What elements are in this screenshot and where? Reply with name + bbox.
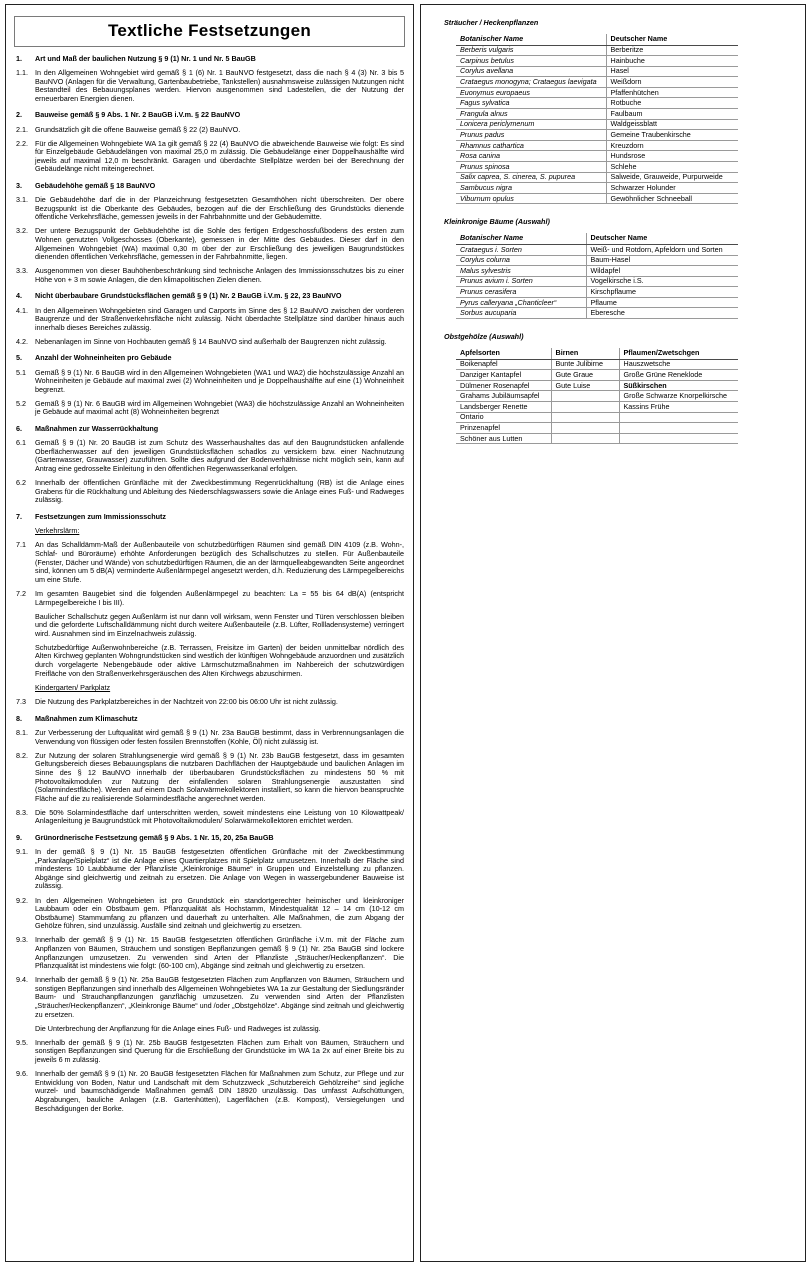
- table-cell: Dülmener Rosenapfel: [456, 380, 551, 391]
- table-cell: Gute Graue: [551, 370, 619, 381]
- numbered-clause: [16, 400, 404, 417]
- table-header-row: [456, 34, 738, 45]
- clause-number: 9.5.: [16, 1037, 28, 1047]
- table-cell: Danziger Kantapfel: [456, 370, 551, 381]
- clause-number: 6.: [16, 424, 22, 433]
- clause-number: 2.: [16, 110, 22, 120]
- numbered-clause: [16, 338, 404, 347]
- section-heading: [16, 715, 404, 724]
- numbered-clause: [16, 479, 404, 505]
- table-cell: [619, 423, 738, 434]
- table-row: [456, 266, 738, 277]
- table-cell: Boikenapfel: [456, 359, 551, 370]
- table-row: [456, 77, 738, 88]
- clause-text: Der untere Bezugspunkt der Gebäudehöhe ist die Sohle des fertigen Erdgeschossfußbodens des ersten zum Wohnen genutzten Vollgeschosses (Oberkante), gemessen in der Mitte des Gebäudes. Dieser darf in den Allgemeinen Wohngebiet (WA) maximal 0,30 m über der zur Erschließung des jeweiligen Baugrundstückes dienenden öffentlichen Verkehrsfläche, gemessen in der Fahrbahnmitte, liegen.: [35, 226, 404, 262]
- clause-number: 9.2.: [16, 895, 28, 905]
- table-cell: [551, 423, 619, 434]
- table-row: [456, 297, 738, 308]
- clause-number: 7.1: [16, 540, 26, 550]
- numbered-clause: [16, 1070, 404, 1113]
- clause-number: 5.1: [16, 367, 26, 377]
- plant-table: [456, 233, 738, 319]
- table-cell: Carpinus betulus: [456, 56, 606, 67]
- clause-text: In der gemäß § 9 (1) Nr. 15 BauGB festgesetzten öffentlichen Grünfläche mit der Zweckbestimmung „Parkanlage/Spielplatz“ ist die Anlage eines Quartierplatzes mit Spielplatz umzusetzen. Innerhalb der Fläche sind mindestens 10 Laubbäume der Pflanzliste „Kleinkronige Bäume“ in Gruppen und Einzelstellung zu pflanzen. Abgänge sind gleichwertig und zeitnah zu ersetzen. Die Anlage von Wegen in wassergebundener Bauweise ist zulässig.: [35, 847, 404, 891]
- section-heading: [16, 354, 404, 363]
- clause-text: Nicht überbaubare Grundstücksflächen gemäß § 9 (1) Nr. 2 BauGB i.V.m. § 22, 23 BauNVO: [35, 291, 342, 301]
- table-row: [456, 162, 738, 173]
- table-cell: Kirschpflaume: [586, 287, 738, 298]
- table-cell: Prunus spinosa: [456, 162, 606, 173]
- table-cell: Crataegus monogyna; Crataegus laevigata: [456, 77, 606, 88]
- table-cell: Waldgeissblatt: [606, 119, 738, 130]
- clause-text: Zur Verbesserung der Luftqualität wird gemäß § 9 (1) Nr. 23a BauGB bestimmt, dass in Verbrennungsanlagen die Verwendung von flüssigen oder festen fossilen Brennstoffen (Kohle, Öl) nicht zulässig ist.: [35, 728, 404, 746]
- table-cell: Baum-Hasel: [586, 255, 738, 266]
- clause-number: 2.2.: [16, 138, 28, 148]
- table-cell: Kreuzdorn: [606, 140, 738, 151]
- table-cell: Hasel: [606, 66, 738, 77]
- table-row: [456, 276, 738, 287]
- table-cell: Pyrus calleryana „Chanticleer“: [456, 297, 586, 308]
- clause-text: Innerhalb der gemäß § 9 (1) Nr. 15 BauGB festgesetzten öffentlichen Grünfläche i.V.m. mit der Fläche zum Anpflanzen von Bäumen, Sträuchern und sonstigen Bepflanzungen gemäß § 9 (1) Nr. 25a BauGB sind lockere Anpflanzungen umzusetzen. Zu verwenden sind Arten der Pflanzliste „Sträucher/Heckenpflanzen“. Die Pflanzqualität ist mindestens wie folgt: (60-100 cm), Abgänge sind zeitnah und gleichwertig zu ersetzen.: [35, 935, 404, 971]
- table-cell: Kassins Frühe: [619, 401, 738, 412]
- clause-number: 9.6.: [16, 1069, 28, 1079]
- clause-text: Bauweise gemäß § 9 Abs. 1 Nr. 2 BauGB i.V.m. § 22 BauNVO: [35, 110, 241, 120]
- section-heading: [16, 425, 404, 434]
- clause-text: Anzahl der Wohneinheiten pro Gebäude: [35, 353, 172, 363]
- table-row: [456, 308, 738, 319]
- section-heading: [16, 834, 404, 843]
- table-cell: Crataegus i. Sorten: [456, 244, 586, 255]
- table-cell: Weißdorn: [606, 77, 738, 88]
- table-cell: [551, 433, 619, 444]
- numbered-clause: [16, 976, 404, 1019]
- table-row: [456, 87, 738, 98]
- column-header: Botanischer Name: [456, 34, 606, 45]
- numbered-clause: [16, 69, 404, 103]
- clause-text: Ausgenommen von dieser Bauhöhenbeschränkung sind technische Anlagen des Immissionsschutzes bis zu einer Höhe von + 3 m sowie Anlagen, die den klimapolitischen Zielen dienen.: [35, 266, 404, 284]
- table-cell: Gewöhnlicher Schneeball: [606, 193, 738, 204]
- table-cell: Schöner aus Lutten: [456, 433, 551, 444]
- clause-number: 4.: [16, 291, 22, 301]
- table-row: [456, 130, 738, 141]
- table-cell: Fagus sylvatica: [456, 98, 606, 109]
- numbered-clause: [16, 729, 404, 746]
- clause-text: In den Allgemeinen Wohngebieten sind Garagen und Carports im Sinne des § 12 BauNVO zwischen der vorderen Baugrenze und der Straßenverkehrsfläche nicht zulässig. Nicht überdachte Stellplätze sind darüber hinaus auch innerhalb dieses Bereiches zulässig.: [35, 305, 404, 332]
- table-cell: Schlehe: [606, 162, 738, 173]
- table-row: [456, 119, 738, 130]
- table-cell: Landsberger Renette: [456, 401, 551, 412]
- table-row: [456, 140, 738, 151]
- clause-number: 8.2.: [16, 750, 28, 760]
- table-cell: Salix caprea, S. cinerea, S. pupurea: [456, 172, 606, 183]
- table-header-row: [456, 348, 738, 359]
- table-title: Sträucher / Heckenpflanzen: [444, 18, 539, 27]
- table-cell: Frangula alnus: [456, 109, 606, 120]
- table-row: [456, 193, 738, 204]
- table-cell: Sambucus nigra: [456, 183, 606, 194]
- plant-table: [456, 34, 738, 204]
- numbered-clause: [16, 848, 404, 891]
- clause-number: 9.3.: [16, 935, 28, 945]
- table-cell: Salweide, Grauweide, Purpurweide: [606, 172, 738, 183]
- clause-text: Gemäß § 9 (1) Nr. 20 BauGB ist zum Schutz des Wasserhaushaltes das auf den Baugrundstücken anfallende Oberflächenwasser auf den jeweiligen Grundstücksflächen schadlos zu versickern bzw. einer Nachnutzung (Gartenwasser, Grauwasser) zuzuführen. Sollte dies aufgrund der Bodenverhältnisse nicht möglich sein, kann auf Antrag eine gedrosselte Einleitung in den öffentlichen Regenwasserkanal erfolgen.: [35, 438, 404, 473]
- clause-text: Gemäß § 9 (1) Nr. 6 BauGB wird in den Allgemeinen Wohngebieten (WA1 und WA2) die höchstzulässige Anzahl an Wohneinheiten je Gebäude auf maximal zwei (2) Wohneinheiten und je Doppelhaushälfte auf eine (1) Wohneinheit begrenzt.: [35, 367, 404, 394]
- numbered-clause: [16, 439, 404, 473]
- clause-number: 3.3.: [16, 266, 28, 276]
- table-cell: Schwarzer Holunder: [606, 183, 738, 194]
- table-cell: Prunus cerasifera: [456, 287, 586, 298]
- clause-number: 9.4.: [16, 975, 28, 985]
- table-row: [456, 45, 738, 56]
- clause-number: 8.3.: [16, 807, 28, 817]
- table-row: [456, 370, 738, 381]
- table-row: [456, 66, 738, 77]
- clause-number: 8.1.: [16, 728, 28, 738]
- section-heading: [16, 111, 404, 120]
- table-cell: [551, 401, 619, 412]
- clause-number: 7.2: [16, 588, 26, 598]
- table-row: [456, 380, 738, 391]
- clause-number: 3.2.: [16, 226, 28, 236]
- numbered-clause: [16, 1039, 404, 1065]
- column-header: Deutscher Name: [606, 34, 738, 45]
- clause-text: Die 50% Solarmindestfläche darf unterschritten werden, soweit mindestens eine Leistung von 10 Kilowattpeak/ Anlagenleitung je Baugrundstück mit Photovoltaikmodulen/ Solarwärmekollektoren errichtet werden.: [35, 807, 404, 826]
- table-row: [456, 151, 738, 162]
- clause-number: 1.: [16, 54, 22, 63]
- clause-number: 4.1.: [16, 305, 28, 315]
- page-1-content: [16, 55, 404, 1113]
- table-row: [456, 183, 738, 194]
- table-cell: Prinzenapfel: [456, 423, 551, 434]
- clause-text: Im gesamten Baugebiet sind die folgenden Außenlärmpegel zu beachten: La = 55 bis 64 dB(A) (entspricht Lärmpegelbereiche I bis III).: [35, 588, 404, 607]
- table-row: [456, 255, 738, 266]
- clause-text: Innerhalb der gemäß § 9 (1) Nr. 20 BauGB festgesetzten Flächen für Maßnahmen zum Schutz, zur Pflege und zur Entwicklung von Boden, Natur und Landschaft mit dem Schutzzweck „Schutzbereich Gehölzreihe“ sind jegliche wurzel- und baumschädigende Maßnahmen gemäß DIN 18920 unzulässig. Das umfasst Aufschüttungen, Abgrabungen, bauliche Anlagen (z.B. Gartenhütten), Lagerflächen (z.B. Kompost), Versiegelungen und Beschädigungen der Borke.: [35, 1069, 404, 1113]
- clause-number: 7.: [16, 511, 22, 521]
- numbered-clause: [16, 936, 404, 970]
- table-cell: [619, 433, 738, 444]
- numbered-clause: [16, 752, 404, 804]
- table-cell: Hundsrose: [606, 151, 738, 162]
- clause-number: 9.1.: [16, 847, 28, 857]
- numbered-clause: [16, 590, 404, 607]
- table-row: [456, 109, 738, 120]
- table-cell: Ontario: [456, 412, 551, 423]
- table-cell: Viburnum opulus: [456, 193, 606, 204]
- clause-text: Innerhalb der gemäß § 9 (1) Nr. 25a BauGB festgesetzten Flächen zum Anpflanzen von Bäumen, Sträuchern und sonstigen Bepflanzungen sind innerhalb des Allgemeinen Wohngebietes WA 1a zur Gestaltung der Siedlungsränder Baum- und Strauchanpflanzungen ganzflächig umzusetzen. Zu verwenden sind Arten der Pflanzlisten „Sträucher/Heckenpflanzen“, „Kleinkronige Bäume“ und /oder „Obstgehölze“. Abgänge sind zeitnah und gleichwertig zu ersetzen.: [35, 975, 404, 1019]
- clause-text: Gebäudehöhe gemäß § 18 BauNVO: [35, 181, 156, 191]
- numbered-clause: [16, 196, 404, 222]
- table-row: [456, 244, 738, 255]
- clause-text: Maßnahmen zum Klimaschutz: [35, 713, 138, 723]
- table-cell: Euonymus europaeus: [456, 87, 606, 98]
- clause-number: 6.2: [16, 477, 26, 487]
- table-row: [456, 412, 738, 423]
- clause-text: Innerhalb der öffentlichen Grünfläche mit der Zweckbestimmung Regenrückhaltung (RB) ist die Anlage eines Grabens für die Rückhaltung und Ableitung des Niederschlagswassers sowie die Anlage eines Fuß- und Radweges zulässig.: [35, 477, 404, 505]
- column-header: Birnen: [551, 348, 619, 359]
- section-heading: [16, 55, 404, 64]
- table-row: [456, 98, 738, 109]
- clause-text: Für die Allgemeinen Wohngebiete WA 1a gilt gemäß § 22 (4) BauNVO die abweichende Bauweise wie folgt: Es sind für Einzelgebäude Gebäudelängen von maximal 25,0 m zulässig. Die Gebäudelänge einer Doppelhaushälfte wird jeweils auf maximal 12,0 m beschränkt. Garagen und überdachte Stellplätze werden bei der Berechnung der Gebäudelänge nicht miteingerechnet.: [35, 138, 404, 174]
- section-heading: [16, 513, 404, 522]
- clause-number: 6.1: [16, 438, 26, 448]
- table-cell: Corylus avellana: [456, 66, 606, 77]
- table-title: Kleinkronige Bäume (Auswahl): [444, 217, 550, 227]
- clause-number: 7.3: [16, 697, 26, 707]
- sub-heading: Verkehrslärm:: [35, 526, 80, 536]
- column-header: Apfelsorten: [456, 348, 551, 359]
- clause-text: Die Nutzung des Parkplatzbereiches in der Nachtzeit von 22:00 bis 06:00 Uhr ist nicht zulässig.: [35, 697, 338, 707]
- document-title: Textliche Festsetzungen: [107, 21, 312, 40]
- table-cell: Gemeine Traubenkirsche: [606, 130, 738, 141]
- table-cell: Rosa canina: [456, 151, 606, 162]
- table-cell: Große Grüne Reneklode: [619, 370, 738, 381]
- clause-paragraph: Baulicher Schallschutz gegen Außenlärm ist nur dann voll wirksam, wenn Fenster und Türen verschlossen bleiben und die geforderte Luftschalldämmung nicht durch weitere Außenbauteile (z.B. Lüfter, Rollladensysteme) verringert wird. Ausnahmen sind im Einzelnachweis zulässig.: [35, 611, 404, 638]
- clause-paragraph: Schutzbedürftige Außenwohnbereiche (z.B. Terrassen, Freisitze im Garten) der beiden unmittelbar nördlich des Alten Kirchweg geplanten Wohngrundstücken sind westlich der künftigen Wohngebäude anzuordnen und zusätzlich durch vorgelagerte Nebengebäude oder aktive Lärmschutzmaßnahmen im Nahbereich der schutzwürdigen Freifläche von den Straßenverkehrsgeräuschen des Alten Kirchwegs abzuschirmen.: [35, 642, 404, 678]
- table-cell: Weiß- und Rotdorn, Apfeldorn und Sorten: [586, 244, 738, 255]
- section-heading: [16, 182, 404, 191]
- clause-text: Gemäß § 9 (1) Nr. 6 BauGB wird im Allgemeinen Wohngebiet (WA3) die höchstzulässige Anzahl an Wohneinheiten je Gebäude auf maximal acht (8) Wohneinheiten begrenzt: [35, 398, 404, 417]
- table-cell: Gute Luise: [551, 380, 619, 391]
- table-cell: Prunus avium i. Sorten: [456, 276, 586, 287]
- clause-text: In den Allgemeinen Wohngebiet wird gemäß § 1 (6) Nr. 1 BauNVO festgesetzt, dass die nach § 4 (3) Nr. 3 bis 5 BauNVO (Anlagen für die Verwaltung, Gartenbaubetriebe, Tankstellen) ausnahmsweise zulässigen Nutzungen nicht Bestandteil des Bebauungsplanes werden. Hiervon ausgenommen sind Ladestellen, die der Nutzung der erneuerbaren Energien dienen.: [35, 68, 404, 103]
- numbered-clause: [16, 307, 404, 333]
- table-cell: Pfaffenhütchen: [606, 87, 738, 98]
- table-cell: Malus sylvestris: [456, 266, 586, 277]
- table-row: [456, 359, 738, 370]
- table-row: [456, 287, 738, 298]
- table-cell: Faulbaum: [606, 109, 738, 120]
- section-heading: [16, 292, 404, 301]
- table-header-row: [456, 233, 738, 244]
- column-header: Pflaumen/Zwetschgen: [619, 348, 738, 359]
- table-row: [456, 433, 738, 444]
- table-cell: Prunus padus: [456, 130, 606, 141]
- table-cell: Sorbus aucuparia: [456, 308, 586, 319]
- numbered-clause: [16, 126, 404, 135]
- table-cell: Hauszwetsche: [619, 359, 738, 370]
- table-cell: Rotbuche: [606, 98, 738, 109]
- plant-table: [456, 348, 738, 444]
- table-cell: Eberesche: [586, 308, 738, 319]
- table-cell: Pflaume: [586, 297, 738, 308]
- document-title-box: [14, 16, 405, 47]
- page-2-content: [444, 18, 785, 444]
- page-1: [5, 4, 414, 1262]
- page-2: [420, 4, 806, 1262]
- table-row: [456, 172, 738, 183]
- clause-number: 3.: [16, 181, 22, 191]
- table-cell: [551, 391, 619, 402]
- clause-text: Festsetzungen zum Immissionsschutz: [35, 511, 166, 521]
- clause-text: Nebenanlagen im Sinne von Hochbauten gemäß § 14 BauNVO sind außerhalb der Baugrenzen nicht zulässig.: [35, 336, 387, 346]
- clause-text: Grünordnerische Festsetzung gemäß § 9 Abs. 1 Nr. 15, 20, 25a BauGB: [35, 832, 274, 842]
- table-cell: [551, 412, 619, 423]
- table-cell: Bunte Julibirne: [551, 359, 619, 370]
- clause-number: 1.1.: [16, 68, 28, 78]
- table-cell: Vogelkirsche i.S.: [586, 276, 738, 287]
- table-row: [456, 391, 738, 402]
- table-title: Obstgehölze (Auswahl): [444, 332, 524, 342]
- clause-text: Maßnahmen zur Wasserrückhaltung: [35, 424, 159, 433]
- clause-text: Innerhalb der gemäß § 9 (1) Nr. 25b BauGB festgesetzten Flächen zum Erhalt von Bäumen, Sträuchern und sonstigen Bepflanzungen sind Querung für die Erschließung der Grundstücke im WA 1a 2x auf einer Breite bis zu jeweils 6 m zulässig.: [35, 1037, 404, 1065]
- clause-number: 8.: [16, 713, 22, 723]
- column-header: Deutscher Name: [586, 233, 738, 244]
- clause-text: Art und Maß der baulichen Nutzung § 9 (1) Nr. 1 und Nr. 5 BauGB: [35, 54, 256, 63]
- clause-paragraph: Die Unterbrechung der Anpflanzung für die Anlage eines Fuß- und Radweges ist zulässig.: [35, 1023, 321, 1033]
- table-cell: Grahams Jubiläumsapfel: [456, 391, 551, 402]
- table-row: [456, 56, 738, 67]
- table-cell: Süßkirschen: [619, 380, 738, 391]
- table-cell: Lonicera periclymenum: [456, 119, 606, 130]
- clause-number: 4.2.: [16, 336, 28, 346]
- numbered-clause: [16, 809, 404, 826]
- numbered-clause: [16, 698, 404, 707]
- table-cell: Hainbuche: [606, 56, 738, 67]
- table-cell: Berberis vulgaris: [456, 45, 606, 56]
- table-cell: Berberitze: [606, 45, 738, 56]
- clause-text: In den Allgemeinen Wohngebieten ist pro Grundstück ein standortgerechter heimischer und kleinkroniger Laubbaum oder ein Obstbaum gem. Pflanzqualität als Hochstamm, Mindestqualität 12 – 14 cm (10-12 cm Obstbäume) Stammumfang zu pflanzen und dauerhaft zu unterhalten. Alle Maßnahmen, die zum Abgang der Gehölze führen, sind unzulässig. Ausfälle sind zeitnah und gleichwertig zu ersetzen.: [35, 895, 404, 931]
- table-cell: Große Schwarze Knorpelkirsche: [619, 391, 738, 402]
- table-cell: Wildapfel: [586, 266, 738, 277]
- table-cell: Corylus colurna: [456, 255, 586, 266]
- clause-text: Die Gebäudehöhe darf die in der Planzeichnung festgesetzten Gesamthöhen nicht überschreiten. Der obere Bezugspunkt ist die Oberkante des Gebäudes, bezogen auf die der Erschließung des Grundstücks dienende öffentliche Verkehrsfläche, gemessen jeweils in der Fahrbahnmitte und der Gebäudemitte.: [35, 195, 404, 222]
- clause-number: 9.: [16, 832, 22, 842]
- column-header: Botanischer Name: [456, 233, 586, 244]
- clause-number: 3.1.: [16, 195, 28, 205]
- sub-heading: Kindergarten/ Parkplatz: [35, 683, 111, 693]
- clause-number: 5.: [16, 353, 22, 363]
- numbered-clause: [16, 140, 404, 174]
- numbered-clause: [16, 897, 404, 931]
- numbered-clause: [16, 227, 404, 261]
- numbered-clause: [16, 541, 404, 584]
- table-cell: [619, 412, 738, 423]
- table-row: [456, 401, 738, 412]
- numbered-clause: [16, 267, 404, 284]
- table-row: [456, 423, 738, 434]
- clause-text: Grundsätzlich gilt die offene Bauweise gemäß § 22 (2) BauNVO.: [35, 124, 241, 134]
- clause-number: 5.2: [16, 398, 26, 408]
- table-cell: Rhamnus cathartica: [456, 140, 606, 151]
- numbered-clause: [16, 369, 404, 395]
- clause-text: Zur Nutzung der solaren Strahlungsenergie wird gemäß § 9 (1) Nr. 23b BauGB festgesetzt, dass im gesamten Geltungsbereich dieses Bebauungsplans die nutzbaren Dachflächen der Hauptgebäude und baulichen Anlagen im Sinne des § 12 BauNVO innerhalb der überbaubaren Grundstücksflächen zu mindestens 50 % mit Photovoltaikmodulen zur Nutzung der einfallenden solaren Strahlungsenergie auszustatten sind (Solarmindestfläche). Werden auf einem Dach Solarwärmekollektoren installiert, so kann die hiervon beanspruchte Fläche auf die zu realisierende Solarmindestfläche angerechnet werden.: [35, 750, 404, 803]
- clause-text: An das Schalldämm-Maß der Außenbauteile von schutzbedürftigen Räumen sind gemäß DIN 4109 (z.B. Wohn-, Schlaf- und Büroräume) erhöhte Anforderungen bezüglich des Schallschutzes zu stellen. Für Außenbauteile (Fenster, Dächer und Wände) von schutzbedürftigen Räumen, die an der lärmquelleabgewandten Seite angeordnet sind, können um 5 dB(A) verminderte Außenlärmpegel angesetzt werden, d.h. Reduzierung des Lärmpegelbereichs um eine Stufe.: [35, 540, 404, 584]
- clause-number: 2.1.: [16, 124, 28, 134]
